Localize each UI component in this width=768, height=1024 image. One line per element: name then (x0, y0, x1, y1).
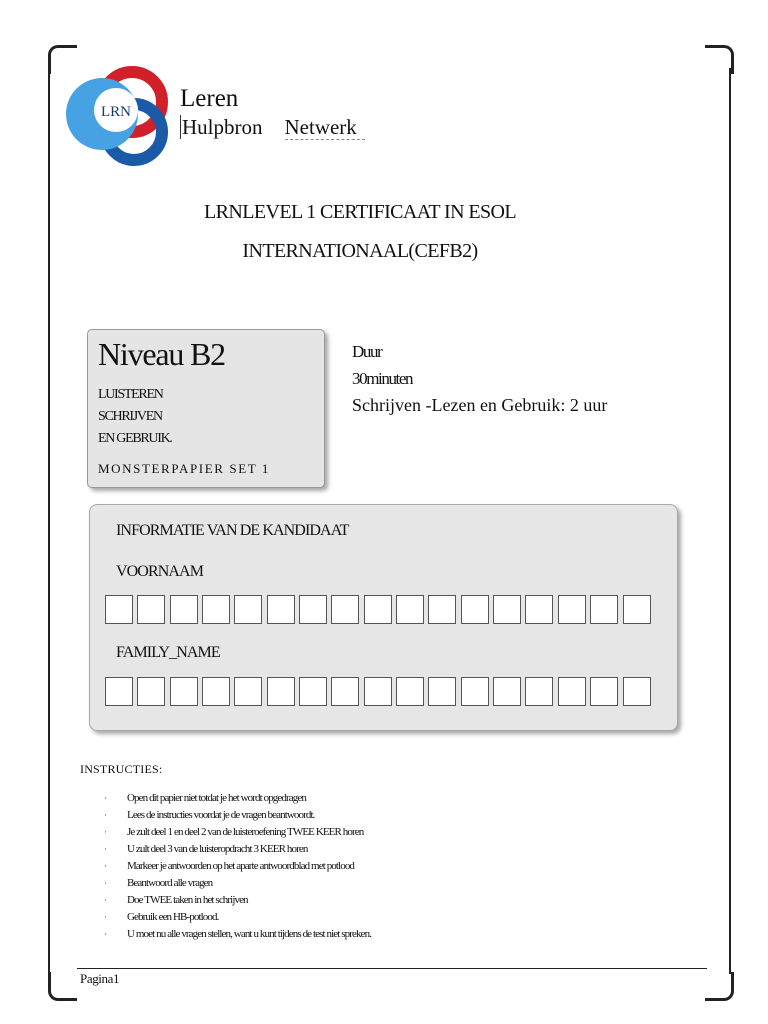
duration-label: Duur (352, 342, 382, 361)
instruction-item: · Doe TWEE taken in het schrijven (104, 892, 371, 909)
logo-line-2a: Hulpbron (182, 115, 263, 139)
character-cell[interactable] (331, 677, 359, 706)
character-cell[interactable] (299, 595, 327, 624)
character-cell[interactable] (267, 677, 295, 706)
logo-line-2 (180, 112, 365, 142)
instruction-item: · Markeer je antwoorden op het aparte antwoordblad met potlood (104, 858, 371, 875)
character-cell[interactable] (623, 677, 651, 706)
character-cell[interactable] (105, 677, 133, 706)
frame-right-edge (729, 68, 731, 974)
logo-line-2b: Netwerk (285, 115, 365, 140)
character-cell[interactable] (202, 677, 230, 706)
character-cell[interactable] (493, 677, 521, 706)
character-cell[interactable] (461, 677, 489, 706)
frame-corner-bottom-right (705, 972, 734, 1001)
bullet-icon: · (104, 929, 107, 939)
duration-writing: Schrijven -Lezen en Gebruik: 2 uur (352, 395, 608, 415)
character-cell[interactable] (428, 595, 456, 624)
instructions-list (104, 790, 371, 943)
footer-divider (77, 968, 707, 969)
bullet-icon: · (104, 827, 107, 837)
family-name-label: FAMILY_NAME (116, 644, 220, 661)
instruction-item: · Beantwoord alle vragen (104, 875, 371, 892)
character-cell[interactable] (137, 595, 165, 624)
character-cell[interactable] (428, 677, 456, 706)
character-cell[interactable] (525, 595, 553, 624)
duration-info (352, 338, 607, 419)
lrn-logo-icon (66, 62, 176, 168)
family-name-field[interactable] (105, 677, 655, 706)
logo-wordmark (180, 84, 365, 142)
character-cell[interactable] (202, 595, 230, 624)
bullet-icon: · (104, 912, 107, 922)
level-title: Niveau B2 (98, 336, 225, 372)
first-name-label: VOORNAAM (116, 563, 204, 580)
level-set-label: MONSTERPAPIER SET 1 (98, 461, 270, 476)
bullet-icon: · (104, 878, 107, 888)
character-cell[interactable] (170, 595, 198, 624)
bullet-icon: · (104, 895, 107, 905)
candidate-info-box (89, 504, 678, 731)
character-cell[interactable] (137, 677, 165, 706)
bullet-icon: · (104, 793, 107, 803)
character-cell[interactable] (461, 595, 489, 624)
character-cell[interactable] (364, 677, 392, 706)
instruction-item: · U zult deel 3 van de luisteropdracht 3 KEER horen (104, 841, 371, 858)
character-cell[interactable] (396, 595, 424, 624)
bullet-icon: · (104, 844, 107, 854)
duration-listening: 30minuten (352, 369, 413, 388)
candidate-info-heading: INFORMATIE VAN DE KANDIDAAT (116, 522, 349, 539)
instruction-item: · Gebruik een HB-potlood. (104, 909, 371, 926)
character-cell[interactable] (267, 595, 295, 624)
level-skill: SCHRIJVEN (98, 409, 162, 424)
bullet-icon: · (104, 810, 107, 820)
character-cell[interactable] (590, 595, 618, 624)
character-cell[interactable] (623, 595, 651, 624)
character-cell[interactable] (590, 677, 618, 706)
character-cell[interactable] (331, 595, 359, 624)
character-cell[interactable] (525, 677, 553, 706)
character-cell[interactable] (299, 677, 327, 706)
character-cell[interactable] (234, 595, 262, 624)
character-cell[interactable] (493, 595, 521, 624)
level-box (87, 329, 325, 488)
instructions-heading: INSTRUCTIES: (80, 762, 163, 776)
character-cell[interactable] (234, 677, 262, 706)
instruction-item: · Je zult deel 1 en deel 2 van de luisteroefening TWEE KEER horen (104, 824, 371, 841)
page-number: Pagina1 (80, 971, 120, 986)
character-cell[interactable] (558, 595, 586, 624)
frame-corner-bottom-left (48, 972, 77, 1001)
bullet-icon: · (104, 861, 107, 871)
level-skill: EN GEBRUIK. (98, 431, 172, 446)
character-cell[interactable] (170, 677, 198, 706)
character-cell[interactable] (364, 595, 392, 624)
character-cell[interactable] (558, 677, 586, 706)
instruction-item: · Lees de instructies voordat je de vragen beantwoordt. (104, 807, 371, 824)
logo-badge: LRN (101, 104, 131, 120)
character-cell[interactable] (396, 677, 424, 706)
logo-line-1: Leren (180, 85, 239, 112)
character-cell[interactable] (105, 595, 133, 624)
level-skill: LUISTEREN (98, 387, 163, 402)
document-title-line-1: LRNLEVEL 1 CERTIFICAAT IN ESOL (204, 201, 516, 223)
first-name-field[interactable] (105, 595, 655, 624)
instruction-item: · Open dit papier niet totdat je het wordt opgedragen (104, 790, 371, 807)
document-title-line-2: INTERNATIONAAL(CEFB2) (242, 240, 478, 262)
instruction-item: · U moet nu alle vragen stellen, want u kunt tijdens de test niet spreken. (104, 926, 371, 943)
